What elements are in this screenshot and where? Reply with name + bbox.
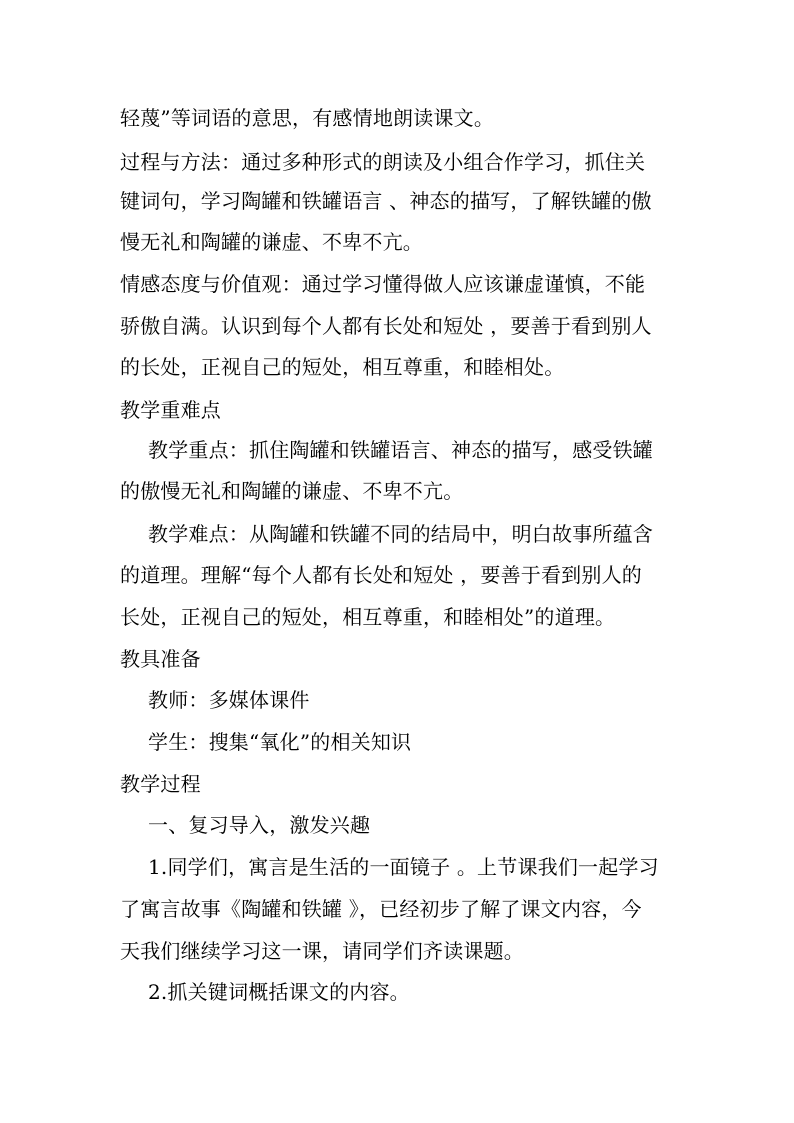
text-line: 教学难点：从陶罐和铁罐不同的结局中，明白故事所蕴含 [148, 522, 653, 546]
text-line: 骄傲自满。认识到每个人都有长处和短处 ，要善于看到别人 [120, 314, 652, 338]
text-line: 的长处，正视自己的短处，相互尊重，和睦相处。 [120, 355, 565, 379]
text-line: 长处，正视自己的短处，相互尊重，和睦相处”的道理。 [120, 605, 616, 629]
text-line: 慢无礼和陶罐的谦虚、不卑不亢。 [120, 230, 423, 254]
section-heading: 教学重难点 [120, 398, 221, 422]
text-line: 学生：搜集“氧化”的相关知识 [148, 730, 412, 754]
text-line: 教师：多媒体课件 [148, 688, 310, 712]
section-heading: 教学过程 [120, 772, 201, 796]
text-line: 天我们继续学习这一课，请同学们齐读课题。 [120, 939, 524, 963]
text-line: 轻蔑”等词语的意思，有感情地朗读课文。 [120, 106, 495, 130]
text-line: 2.抓关键词概括课文的内容。 [148, 980, 410, 1004]
text-line: 1.同学们，寓言是生活的一面镜子 。上节课我们一起学习 [148, 855, 659, 879]
text-line: 的道理。理解“每个人都有长处和短处 ，要善于看到别人的 [120, 563, 642, 587]
text-line: 键词句，学习陶罐和铁罐语言 、神态的描写，了解铁罐的傲 [120, 189, 652, 213]
text-line: 过程与方法：通过多种形式的朗读及小组合作学习，抓住关 [120, 150, 646, 174]
section-heading: 教具准备 [120, 647, 201, 671]
text-line: 的傲慢无礼和陶罐的谦虚、不卑不亢。 [120, 479, 464, 503]
text-line: 了寓言故事《陶罐和铁罐 》，已经初步了解了课文内容，今 [120, 897, 642, 921]
subsection-heading: 一、复习导入，激发兴趣 [148, 813, 371, 837]
text-line: 情感态度与价值观：通过学习懂得做人应该谦虚谨慎，不能 [120, 272, 646, 296]
text-line: 教学重点：抓住陶罐和铁罐语言、神态的描写，感受铁罐 [148, 438, 653, 462]
